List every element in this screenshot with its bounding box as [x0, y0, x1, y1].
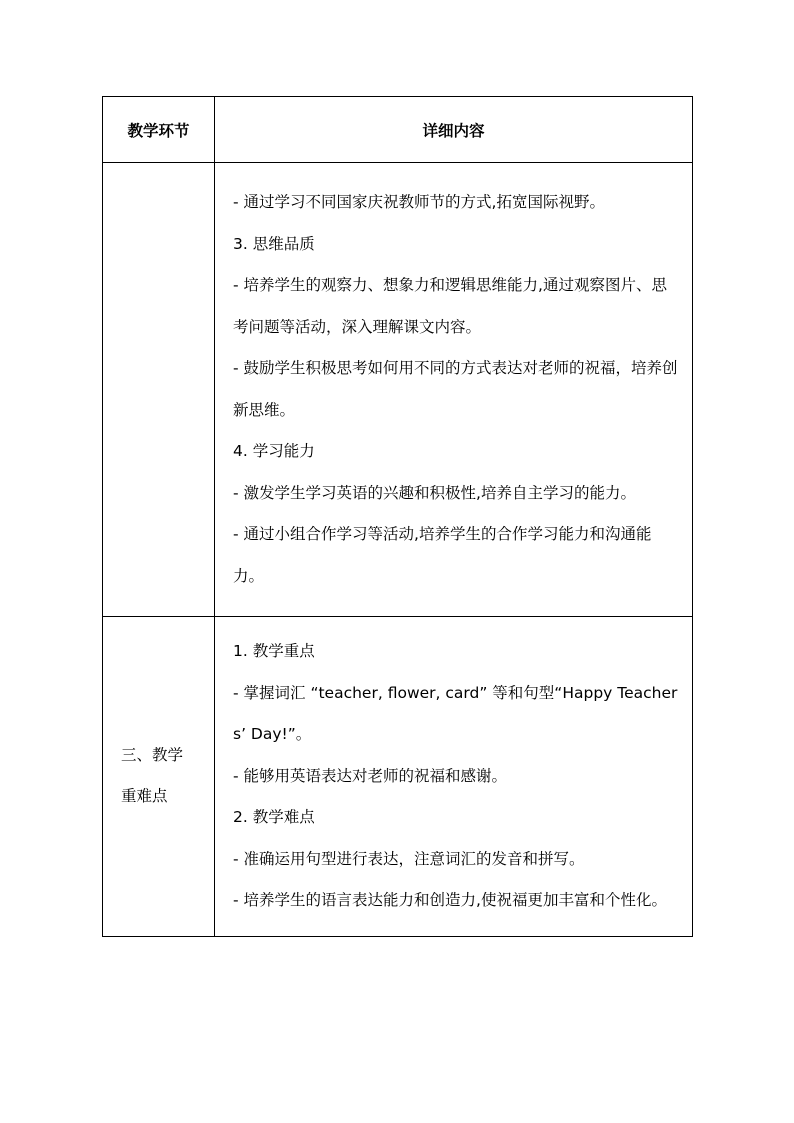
content-line: - 激发学生学习英语的兴趣和积极性,培养自主学习的能力。	[233, 483, 636, 502]
content-line: - 培养学生的观察力、想象力和逻辑思维能力,通过观察图片、思考问题等活动，深入理解课文内容。	[233, 276, 667, 336]
content-line: - 培养学生的语言表达能力和创造力,使祝福更加丰富和个性化。	[233, 891, 667, 909]
row-label-line: 三、教学	[121, 746, 184, 765]
content-line: 1. 教学重点	[233, 642, 315, 660]
table-row	[103, 617, 693, 937]
row-label-key-difficult-points	[103, 617, 215, 937]
row-label-empty	[103, 163, 215, 617]
content-line: 4. 学习能力	[233, 442, 315, 460]
content-line: - 鼓励学生积极思考如何用不同的方式表达对老师的祝福，培养创新思维。	[233, 359, 678, 419]
content-line: 3. 思维品质	[233, 234, 315, 253]
header-detail-content: 详细内容	[215, 97, 693, 163]
content-line: 2. 教学难点	[233, 808, 315, 826]
row-content-cell	[215, 617, 693, 937]
lesson-plan-table	[102, 96, 693, 937]
content-line: - 通过小组合作学习等活动,培养学生的合作学习能力和沟通能力。	[233, 525, 652, 585]
content-line: - 掌握词汇 “teacher, flower, card” 等和句型“Happy Teachers’ Day!”。	[233, 683, 678, 743]
content-line: - 准确运用句型进行表达，注意词汇的发音和拼写。	[233, 849, 585, 868]
content-line: - 通过学习不同国家庆祝教师节的方式,拓宽国际视野。	[233, 193, 605, 211]
content-line: - 能够用英语表达对老师的祝福和感谢。	[233, 766, 508, 785]
header-teaching-stage: 教学环节	[103, 97, 215, 163]
table-row	[103, 163, 693, 617]
row-content-cell	[215, 163, 693, 617]
table-header-row	[103, 97, 693, 163]
row-label-line: 重难点	[121, 787, 168, 806]
